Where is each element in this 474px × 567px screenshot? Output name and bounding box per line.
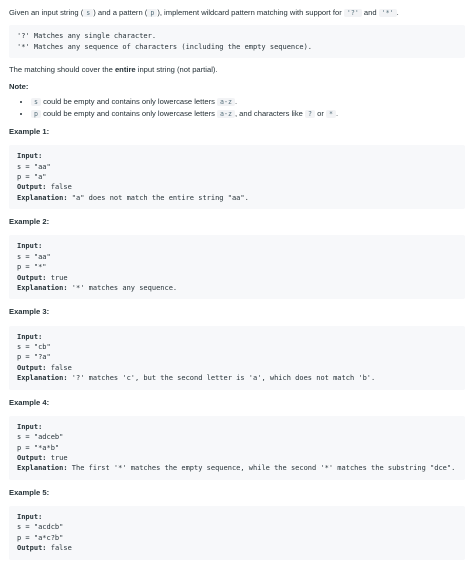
example-title: Example 5: [9,487,50,497]
output-label: Output: [17,544,47,553]
example-block [9,416,465,480]
explanation-label: Explanation: [17,464,68,473]
star-code: '*' [379,9,397,17]
explanation-line [17,283,457,293]
s-value: s = "cb" [17,343,51,352]
explanation-text: "a" does not match the entire string "aa". [67,193,249,202]
note-text: could be empty and contains only lowercase letters [40,108,218,118]
explanation-label: Explanation: [17,284,68,293]
s-code: s [31,98,41,106]
output-line [17,182,457,192]
example-block [9,326,465,390]
explanation-line [17,463,457,473]
output-label: Output: [17,273,47,282]
output-value: true [46,454,68,463]
output-value: false [46,363,72,372]
input-label: Input: [17,513,43,522]
input-label: Input: [17,152,43,161]
rule-question: '?' Matches any single character. [17,32,157,41]
p-value: p = "*" [17,263,47,272]
question-code: '?' [344,9,362,17]
note-text: . [234,96,238,106]
example-title: Example 3: [9,307,50,317]
coverage-paragraph [9,65,465,75]
range-code: a-z [217,110,235,118]
p-value: p = "a*c?b" [17,533,64,542]
example-title: Example 1: [9,127,50,137]
input-label: Input: [17,332,43,341]
explanation-line [17,193,457,203]
explanation-label: Explanation: [17,374,68,383]
coverage-bold: entire [114,65,136,75]
intro-text: Given an input string ( [9,8,84,17]
s-value: s = "aa" [17,252,51,261]
p-code: p [31,110,41,118]
intro-text: . [396,8,399,17]
p-value: p = "*a*b" [17,443,60,452]
output-label: Output: [17,363,47,372]
note-title: Note: [9,82,29,92]
note-text: . [335,108,339,118]
example-title: Example 4: [9,397,50,407]
range-code: a-z [217,98,235,106]
output-line [17,273,457,283]
note-text: , and characters like [234,108,306,118]
p-value: p = "?a" [17,353,51,362]
s-value: s = "aa" [17,162,51,171]
example-block [9,145,465,209]
explanation-label: Explanation: [17,193,68,202]
star-code: * [326,110,336,118]
input-label: Input: [17,242,43,251]
note-text: could be empty and contains only lowercase letters [40,96,218,106]
output-line [17,363,457,373]
example-block [9,235,465,299]
explanation-text: '*' matches any sequence. [67,284,178,293]
note-item [31,109,465,119]
intro-text: and [361,8,379,17]
p-value: p = "a" [17,173,47,182]
rule-star: '*' Matches any sequence of characters (including the empty sequence). [17,42,313,51]
coverage-text: The matching should cover the [9,65,115,75]
intro-text: ) and a pattern ( [93,8,148,17]
output-label: Output: [17,183,47,192]
output-value: false [46,544,72,553]
p-code: p [147,9,157,17]
question-code: ? [305,110,315,118]
coverage-text: input string (not partial). [135,65,218,75]
input-label: Input: [17,422,43,431]
note-text: or [315,108,326,118]
output-value: false [46,183,72,192]
explanation-text: The first '*' matches the empty sequence, while the second '*' matches the substring "dce". [67,464,456,473]
s-value: s = "adceb" [17,433,64,442]
note-list [9,97,465,120]
output-label: Output: [17,454,47,463]
s-value: s = "acdcb" [17,523,64,532]
output-value: true [46,273,68,282]
output-line [17,453,457,463]
rules-block [9,25,465,58]
intro-paragraph [9,8,465,18]
output-line [17,543,457,553]
explanation-line [17,373,457,383]
example-block [9,506,465,560]
explanation-text: '?' matches 'c', but the second letter is 'a', which does not match 'b'. [67,374,376,383]
s-code: s [83,9,93,17]
note-item [31,97,465,107]
example-title: Example 2: [9,217,50,227]
intro-text: ), implement wildcard pattern matching with support for [157,8,344,17]
